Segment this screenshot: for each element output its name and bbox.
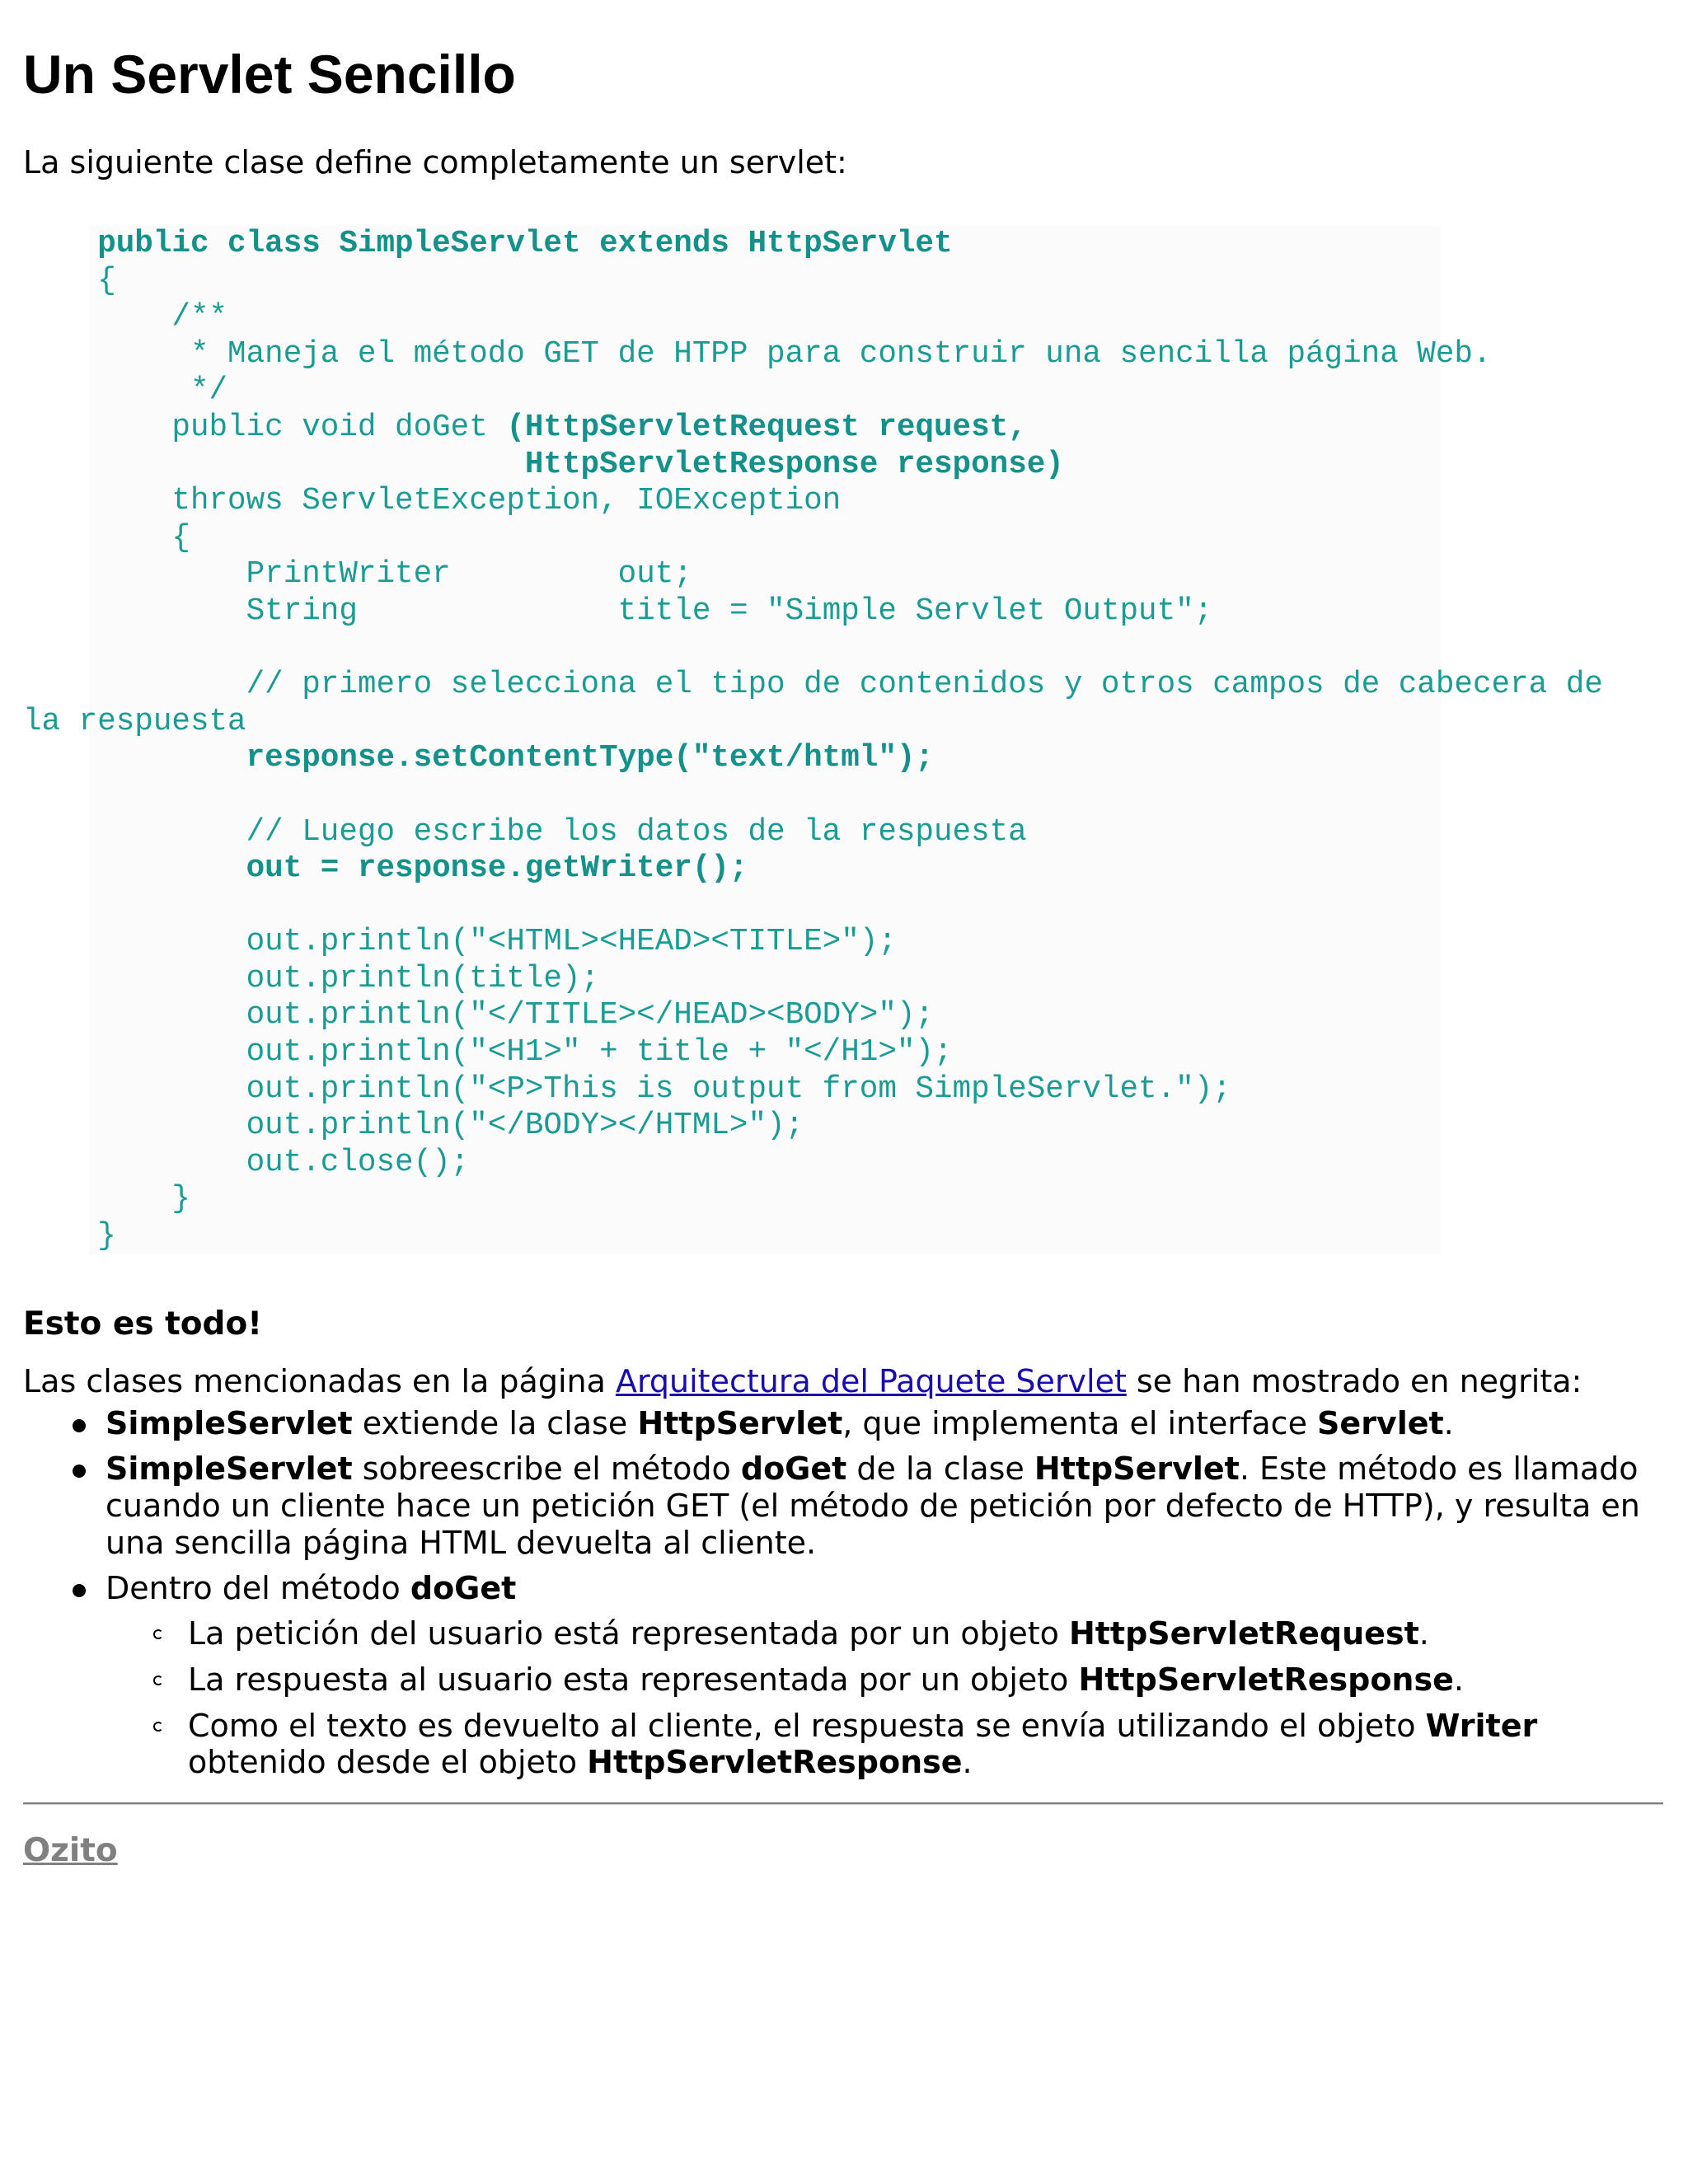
bold-class-name: SimpleServlet xyxy=(106,1404,353,1441)
list-text: de la clase xyxy=(846,1451,1034,1488)
code-line: out.println(title); xyxy=(246,961,600,996)
code-line: } xyxy=(171,1182,190,1217)
ozito-link[interactable]: Ozito xyxy=(23,1831,118,1869)
list-text: . xyxy=(962,1744,973,1781)
bold-class-name: HttpServlet xyxy=(1034,1451,1240,1488)
code-line: out.close(); xyxy=(246,1145,470,1180)
bold-method-name: doGet xyxy=(410,1570,517,1607)
code-line: out; xyxy=(617,557,692,593)
code-line: title = "Simple Servlet Output"; xyxy=(617,593,1213,629)
code-line: String xyxy=(246,593,358,629)
bold-class-name: Writer xyxy=(1425,1707,1538,1744)
code-line: out.println("<HTML><HEAD><TITLE>"); xyxy=(246,925,897,960)
list-text: Como el texto es devuelto al cliente, el respuesta se envía utilizando el objeto xyxy=(188,1707,1426,1744)
list-text: , que implementa el interface xyxy=(842,1404,1318,1441)
list-text: obtenido desde el objeto xyxy=(188,1744,588,1781)
code-comment: // Luego escribe los datos de la respuesta xyxy=(246,814,1027,850)
arquitectura-link[interactable]: Arquitectura del Paquete Servlet xyxy=(615,1362,1127,1399)
paragraph-text: se han mostrado en negrita: xyxy=(1126,1362,1582,1399)
page-title: Un Servlet Sencillo xyxy=(23,44,516,105)
paragraph-text: Las clases mencionadas en la página xyxy=(23,1362,616,1399)
list-text: . xyxy=(1453,1661,1464,1698)
code-line: { xyxy=(97,263,116,298)
sub-list-item xyxy=(188,1615,1650,1652)
list-text: La respuesta al usuario esta representada por un objeto xyxy=(188,1661,1079,1698)
code-line: out.println("</BODY></HTML>"); xyxy=(246,1108,804,1144)
code-comment: * Maneja el método GET de HTPP para construir una sencilla página Web. xyxy=(171,336,1492,372)
code-line: PrintWriter xyxy=(246,557,451,593)
code-line: out.println("<P>This is output from SimpleServlet."); xyxy=(246,1071,1231,1107)
code-line: (HttpServletRequest request, xyxy=(506,410,1027,445)
list-text: Dentro del método xyxy=(106,1570,410,1607)
bold-class-name: Servlet xyxy=(1317,1404,1444,1441)
bold-class-name: HttpServletRequest xyxy=(1068,1615,1419,1652)
code-line: response.setContentType("text/html"); xyxy=(246,741,934,776)
sub-list-item xyxy=(188,1708,1650,1781)
code-line: } xyxy=(97,1219,116,1254)
list-item xyxy=(106,1405,1663,1442)
classes-paragraph xyxy=(23,1361,1663,1402)
bold-class-name: SimpleServlet xyxy=(106,1451,353,1488)
bold-class-name: HttpServletResponse xyxy=(1078,1661,1454,1698)
list-text: La petición del usuario está representada por un objeto xyxy=(188,1615,1069,1652)
list-text: extiende la clase xyxy=(352,1404,638,1441)
list-text: . xyxy=(1443,1404,1454,1441)
document-page xyxy=(23,0,1663,1872)
list-text: . xyxy=(1418,1615,1429,1652)
section-heading: Esto es todo! xyxy=(23,1305,263,1343)
code-comment: la respuesta xyxy=(23,704,246,739)
bold-class-name: HttpServletResponse xyxy=(587,1744,963,1781)
code-line: public class SimpleServlet extends HttpServlet xyxy=(97,227,953,261)
bullet-list xyxy=(23,1405,1663,1781)
sub-list-item xyxy=(188,1661,1650,1699)
code-block xyxy=(23,226,1663,1255)
code-comment: /** xyxy=(171,300,228,335)
bold-method-name: doGet xyxy=(740,1451,847,1488)
bold-class-name: HttpServlet xyxy=(637,1404,843,1441)
footer xyxy=(23,1830,1663,1872)
sub-bullet-list xyxy=(106,1615,1650,1781)
list-text: sobreescribe el método xyxy=(352,1451,741,1488)
code-line: out.println("</TITLE></HEAD><BODY>"); xyxy=(246,998,934,1033)
code-line: out = response.getWriter(); xyxy=(246,851,748,887)
list-text: . Este método es llamado cuando un cliente hace un petición GET (el método de petición por defecto de HTTP), y resulta en una sencilla página HTML devuelta al cliente. xyxy=(106,1451,1640,1561)
horizontal-rule xyxy=(23,1802,1663,1805)
code-line: HttpServletResponse response) xyxy=(524,447,1064,482)
list-item xyxy=(106,1451,1663,1561)
code-comment: */ xyxy=(171,373,228,409)
code-line: public void doGet xyxy=(171,410,507,445)
code-line: out.println("<H1>" + title + "</H1>"); xyxy=(246,1035,953,1071)
code-line: throws ServletException, IOException xyxy=(171,484,842,519)
list-item xyxy=(106,1570,1663,1781)
code-comment: // primero selecciona el tipo de contenidos y otros campos de cabecera de xyxy=(246,668,1603,703)
code-line: { xyxy=(171,520,190,555)
intro-text: La siguiente clase define completamente un servlet: xyxy=(23,144,847,180)
